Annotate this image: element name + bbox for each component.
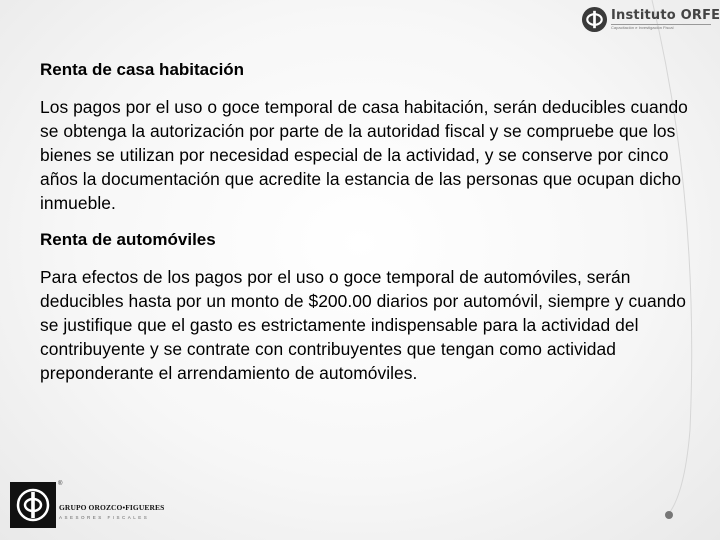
section-paragraph: Para efectos de los pagos por el uso o goce temporal de automóviles, serán deducibles hasta por un monto de $200.00 diarios por automóvil, siempre y cuando se justifique que el gasto es estrictamente indispensable para la actividad del contribuyente y se contrate con contribuyentes que tengan como actividad preponderante el arrendamiento de automóviles. [40, 267, 686, 383]
grupo-orozco-logo [10, 481, 182, 529]
section-renta-automoviles [40, 228, 690, 385]
decorative-bullet-icon [665, 511, 673, 519]
section-renta-casa [40, 58, 690, 215]
slide-body [40, 58, 690, 398]
registered-mark: ® [58, 481, 63, 487]
group-name: GRUPO OROZCO•FIGUERES [59, 502, 165, 512]
orfe-emblem-icon [581, 6, 608, 33]
logo-name: Instituto ORFE [611, 7, 720, 23]
section-heading: Renta de casa habitación [40, 60, 245, 79]
section-heading: Renta de automóviles [40, 230, 216, 249]
logo-tagline: Capacitación e Investigación Fiscal [611, 24, 674, 30]
group-subtitle: ASESORES FISCALES [59, 514, 150, 520]
instituto-orfe-logo [581, 4, 720, 34]
grupo-emblem-icon [10, 482, 56, 528]
section-paragraph: Los pagos por el uso o goce temporal de casa habitación, serán deducibles cuando se obtenga la autorización por parte de la autoridad fiscal y se compruebe que los bienes se utilizan por necesidad especial de la actividad, y se conserve por cinco años la documentación que acredite la estancia de las personas que ocupan dicho inmueble. [40, 97, 688, 213]
